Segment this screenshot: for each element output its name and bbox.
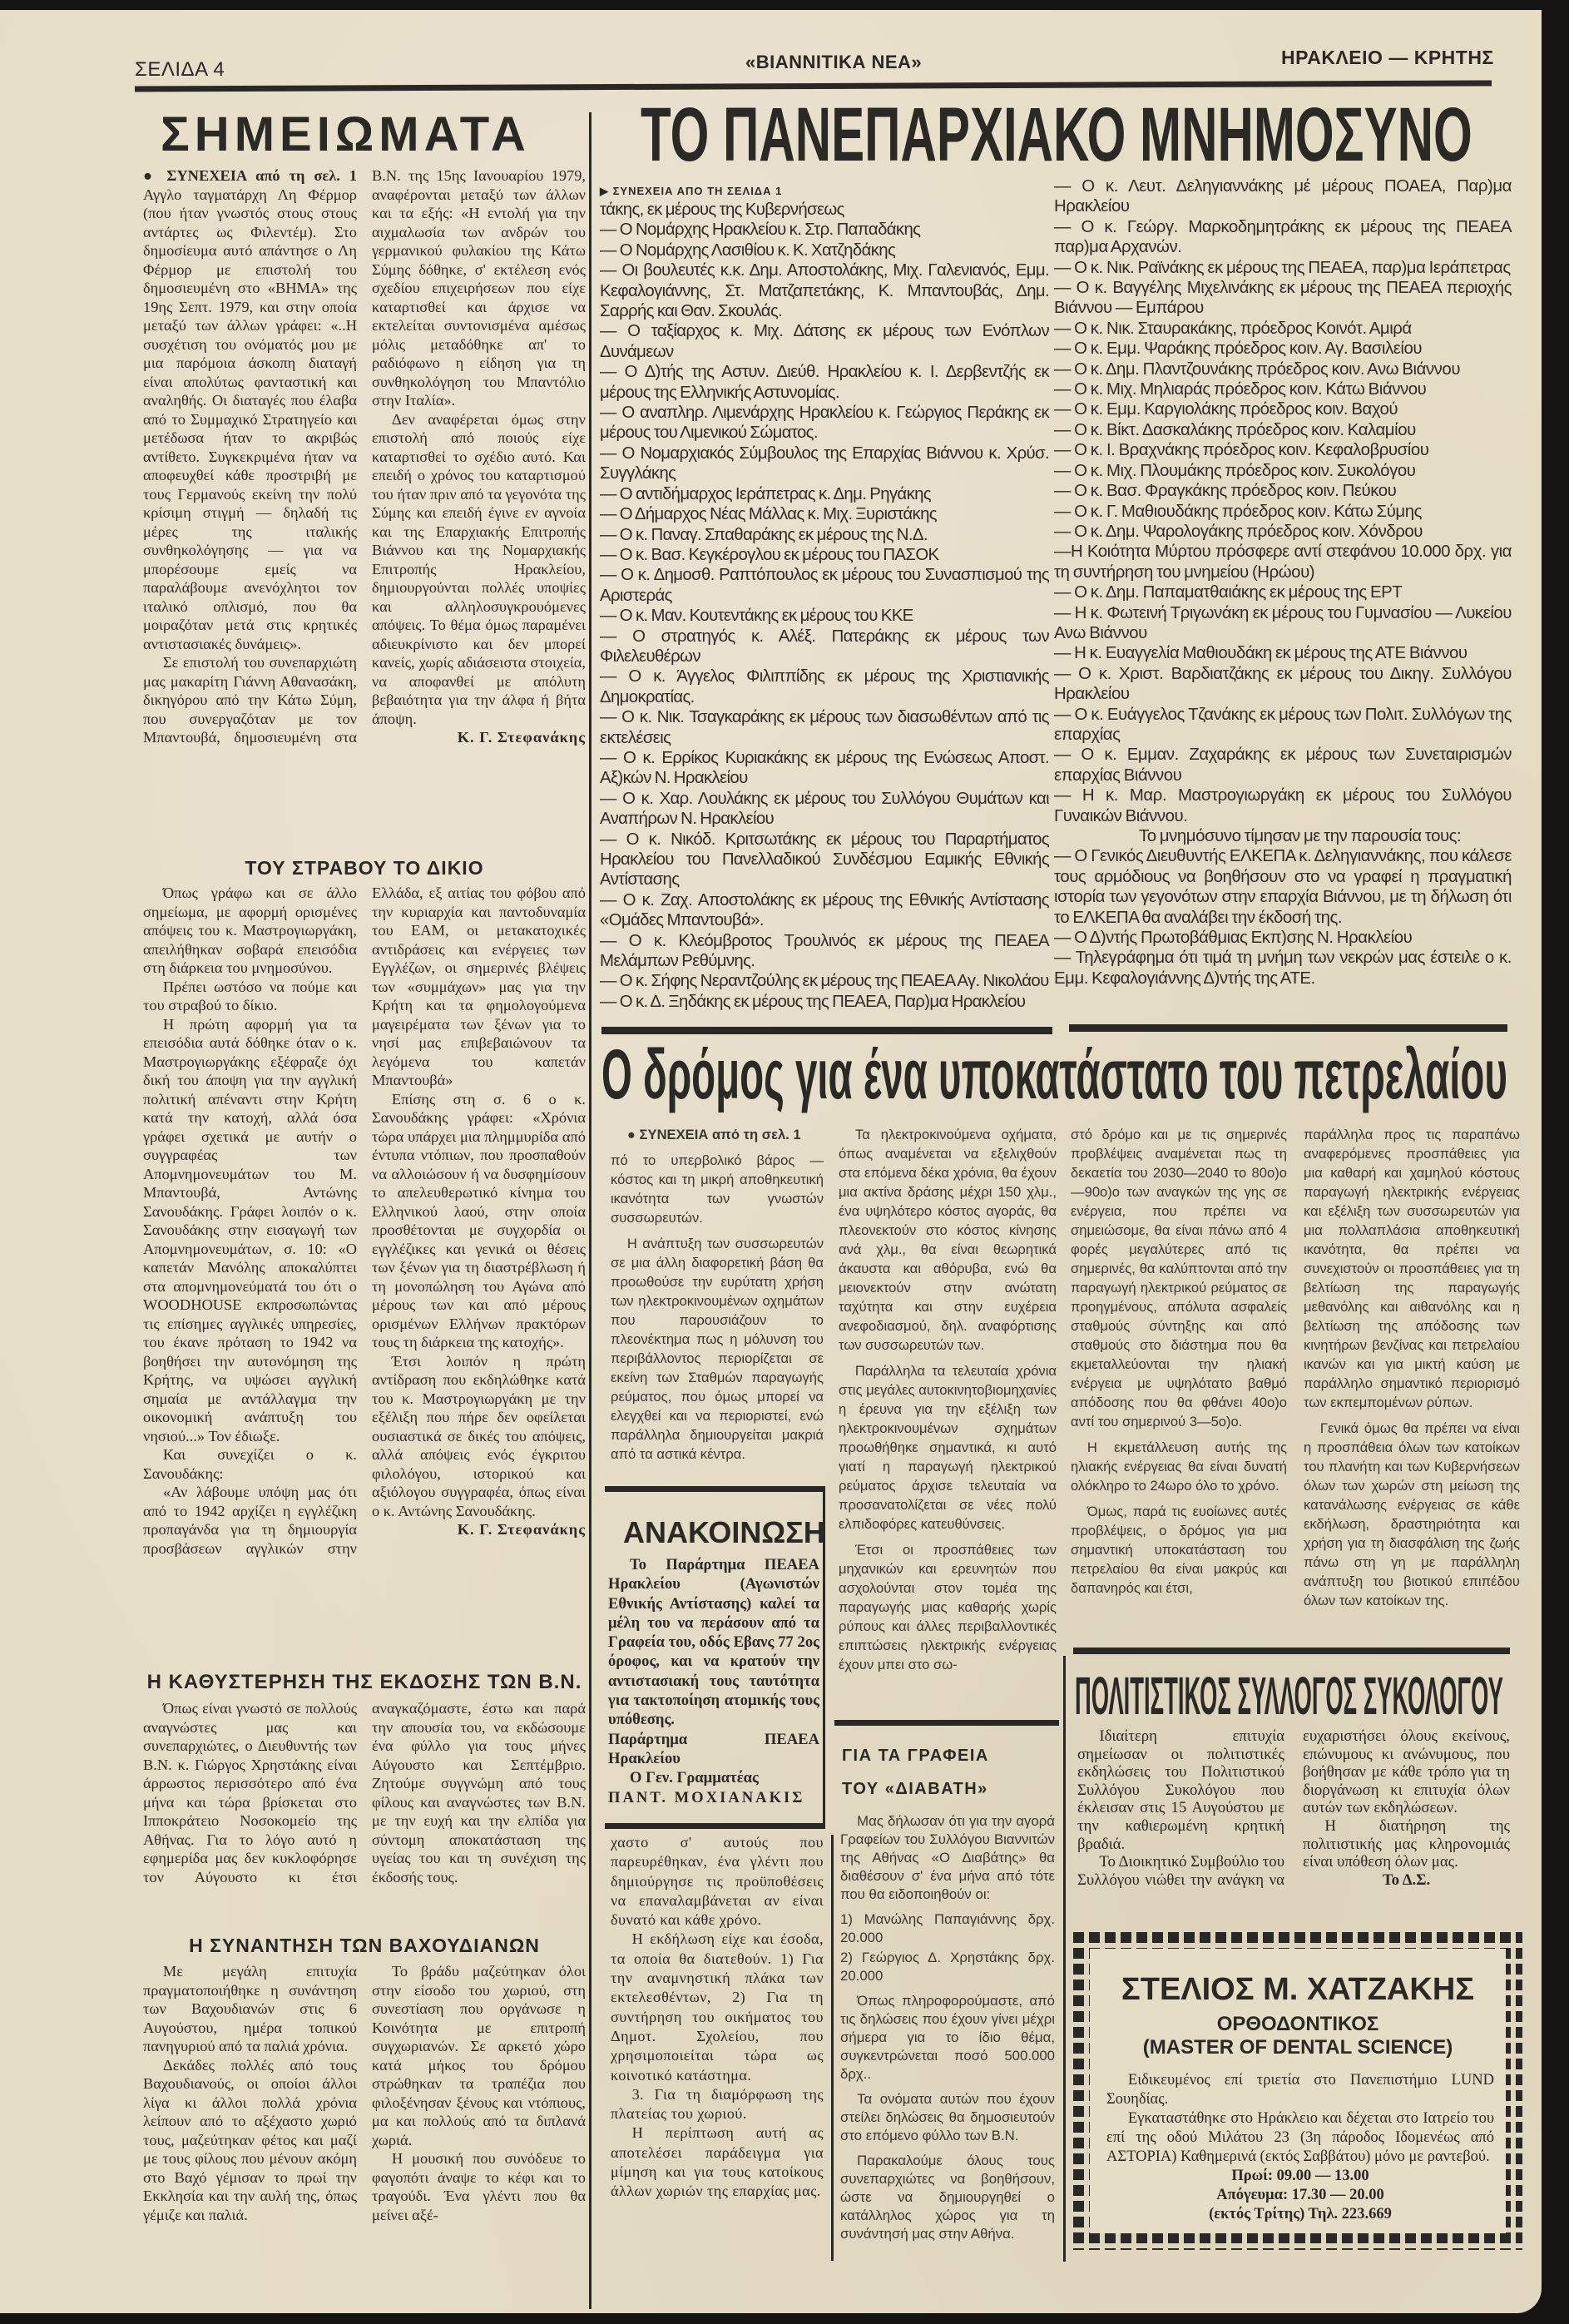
memorial-headline: ΤΟ ΠΑΝΕΠΑΡΧΙΑΚΟ ΜΝΗΜΟΣΥΝΟ xyxy=(641,92,1472,177)
ad-title: ΟΡΘΟΔΟΝΤΙΚΟΣ xyxy=(1216,2013,1379,2035)
section-heading: Η ΣΥΝΑΝΤΗΣΗ ΤΩΝ ΒΑΧΟΥΔΙΑΝΩΝ xyxy=(189,1935,540,1956)
secretary-name: ΠΑΝΤ. ΜΟΧΙΑΝΑΚΙΣ xyxy=(608,1788,805,1806)
ad-degree: (MASTER OF DENTAL SCIENCE) xyxy=(1142,2036,1453,2059)
petrol-column-2: Τα ηλεκτροκινούμενα οχήματα, όπως αναμένεται να εξελιχθούν στα επόμενα δέκα χρόνια, θα έχουν μια ακτίνα δράσης μέχρι 150 χλμ., ένα υψηλότερο κόστος αγοράς, θα πλεονεκτούν στο κόστος κίνησης ανά χλμ., θα είναι θεωρητικά άκαυστα και αθόρυβα, ενώ θα μειονεκτούν στην ανώτατη ταχύτητα και στην ευχέρεια ανεφοδιασμού, δηλ. αναφόρτισης των συσσωρευτών των. Παράλληλα τα τελευταία χρόνια στις μεγάλες αυτοκινητοβιομηχανίες η έρευνα για την εξέλιξη των ηλεκτροκινουμένων σχημάτων προωθήθηκε σημαντικά, κι αυτό γιατί η παραγωγή ηλεκτρικού ρεύματος άρχισε τελευταία να προσανατολίζεται σε νέες πολύ ελπιδοφόρες κατευθύνσεις. Έτσι οι προσπάθειες των μηχανικών και ερευνητών που ασχολούνται στον τομέα της παραγωγής μιας καθαρής χωρίς ρύπους και άλλες περιβαλλοντικές επιπτώσεις ηλεκτρικής ενέργειας έχουν μπει στο σω- xyxy=(839,1127,1057,1672)
column-divider xyxy=(831,1835,834,2261)
newspaper-name: «ΒΙΑΝΝΙΤΙΚΑ ΝΕΑ» xyxy=(745,52,923,72)
ad-phone: (εκτός Τρίτης) Τηλ. 223.669 xyxy=(1209,2206,1392,2222)
diavatis-heading: ΓΙΑ ΤΑ ΓΡΑΦΕΙΑ ΤΟΥ «ΔΙΑΒΑΤΗ» xyxy=(842,1747,989,1798)
section-rule xyxy=(834,1720,1059,1726)
section-heading: Η ΚΑΘΥΣΤΕΡΗΣΗ ΤΗΣ ΕΚΔΟΣΗΣ ΤΩΝ Β.Ν. xyxy=(146,1671,582,1693)
announcement-heading: ΑΝΑΚΟΙΝΩΣΗ xyxy=(623,1515,825,1549)
section-rule xyxy=(1073,1648,1510,1654)
ad-name: ΣΤΕΛΙΟΣ Μ. ΧΑΤΖΑΚΗΣ xyxy=(1121,1972,1475,2007)
ad-hours-afternoon: Απόγευμα: 17.30 — 20.00 xyxy=(1216,2187,1384,2203)
cultural-signature: Το Δ.Σ. xyxy=(1382,1871,1431,1889)
continued-marker: ● ΣΥΝΕΧΕΙΑ από τη σελ. 1 xyxy=(626,1127,801,1142)
announcement-box: ΑΝΑΚΟΙΝΩΣΗ Το Παράρτημα ΠΕΑΕΑ Ηρακλείου (Αγωνιστών Εθνικής Αντίστασης) καλεί τα μέλη του να περάσουν από τα Γραφεία του, οδός Εβανς 77 2ος όροφος, και να κρατούν την αντιστασιακή τους ταυτότητα για τακτοποίηση ατομικής τους υπόθεσης. Παράρτημα ΠΕΑΕΑ Ηρακλείου Ο Γεν. Γραμματέας ΠΑΝΤ. ΜΟΧΙΑΝΑΚΙΣ xyxy=(605,1486,825,1829)
ad-hours-morning: Πρωί: 09.00 — 13.00 xyxy=(1231,2168,1369,2184)
notes-article-1: ● ΣΥΝΕΧΕΙΑ από τη σελ. 1 Αγγλο ταγματάρχη Λη Φέρμορ (που ήταν γνωστός στους στους αντάρτες ως Φιλεντέμ). Στο δημοσίευμα αυτό απάντησε ο Λη Φέρμορ με επιστολή του δημοσιευμένη στο «ΒΗΜΑ» της 19ης Σεπτ. 1979, και στην οποία μεταξύ των άλλων γράφει: «..Η συσχέτιση του ονόματός μου με μια παρόμοια άσκοπη διαταγή είναι απολύτως φανταστική και αναληθής. Οι διαταγές που έλαβα από το Συμμαχικό Στρατηγείο και μετέδωσα ήταν το ακριβώς αντίθετο. Συγκεκριμένα ήταν να αποφευχθεί κάθε προστριβή με τους Γερμανούς εκείνη την πολύ κρίσιμη στιγμή — δηλαδή τις μέρες της ιταλικής συνθηκολόγησης — για να μπορέσουμε εμείς να παραλάβουμε ανενόχλητοι τον ιταλικό οπλισμό, που θα μοιραζόταν μετά στις κρητικές αντιστασιακές δυνάμεις». Σε επιστολή του συνεπαρχιώτη μας μακαρίτη Γιάννη Αθανασάκη, δικηγόρου από την Κάτω Σύμη, που συνεργαζόταν με τον Μπαντουβά, δημοσιευμένη στα Β.Ν. της 15ης Ιανουαρίου 1979, αναφέρονται μεταξύ των άλλων και τα εξής: «Η εντολή για την αιχμαλωσία των ανδρών του γερμανικού φυλακίου της Κάτω Σύμης δόθηκε, σ' εκτέλεση ενός σχεδίου επιχειρήσεων που είχε καταρτισθεί και άρχισε να εκτελείται συντονισμένα αμέσως μόλις μεταδόθηκε απ' το ραδιόφωνο η είδηση για τη συνθηκολόγηση του Μπαντόλιο στην Ιταλία». Δεν αναφέρεται όμως στην επιστολή από ποιούς είχε καταρτισθεί το σχέδιο αυτό. Και επειδή ο χρόνος του καταρτισμού του ήταν πριν από τα γεγονότα της Σύμης και επειδή έγινε εν αγνοία και της Επαρχιακής Επιτροπής Βιάννου και της Νομαρχιακής Επιτροπής Ηρακλείου, δημιουργούνται πολλές υποψίες και αλληλοσυγκρουόμενες απόψεις. Το θέμα όμως παραμένει αδιευκρίνιστο και δεν μπορεί κανείς, χωρίς αδιάσειστα στοιχεία, να αποφανθεί με απόλυτη βεβαιότητα για την άλφα ή βήτα άποψη. Κ. Γ. Στεφανάκης xyxy=(143,167,586,746)
notes-article-2: Όπως γράφω και σε άλλο σημείωμα, με αφορμή ορισμένες απόψεις του κ. Μαστρογιωργάκη, απειλήθηκαν σοβαρά επεισόδια στη διάρκεια του μνημοσύνου. Πρέπει ωστόσο να πούμε και του στραβού το δίκιο. Η πρώτη αφορμή για τα επεισόδια αυτά δόθηκε όταν ο κ. Μαστρογιωργάκης εξέφραζε όχι δική του άποψη για την αγγλική πολιτική απέναντι στην Κρήτη κατά την κατοχή, αλλά όσα γράφει σχετικά με αυτήν ο συγγραφέας των Απομνημονευμάτων του Μ. Μπαντουβά, Αντώνης Σανουδάκης. Γράφει λοιπόν ο κ. Σανουδάκης στην εισαγωγή των Απομνημονευμάτων, σ. 10: «Ο καπετάν Μανόλης αποκαλύπτει στα απομνημονεύματά του ότι ο WOODHOUSE εκπροσωπώντας τις επίσημες αγγλικές υπηρεσίες, του έκανε πρόταση το 1942 να βοηθήσει την αυτονόμηση της Κρήτης, να υψώσει αγγλική σημαία με αντάλλαγμα την οικονομική ανάπτυξη του νησιού...» Τον έδιωξε. Και συνεχίζει ο κ. Σανουδάκης: «Αν λάβουμε υπόψη μας ότι από το 1942 αρχίζει η εγγλέζικη προπαγάνδα για τη δημιουργία προσβάσεων αγγλικών στην Ελλάδα, εξ αιτίας του φόβου από την κυριαρχία και παντοδυναμία του ΕΑΜ, οι μετακατοχικές αντιδράσεις και ενέργειες των Εγγλέζων, οι σημερινές βλέψεις των «συμμάχων» μας για την Κρήτη και τα φημολογούμενα μαγειρέματα των ξένων για το νησί μας επιβεβαιώνουν τα λεγόμενα του καπετάν Μπαντουβά» Επίσης στη σ. 6 ο κ. Σανουδάκης γράφει: «Χρόνια τώρα υπάρχει μια πλημμυρίδα από έντυπα ντόπιων, που προσπαθούν να αλλοιώσουν ή να δυσφημίσουν το απελευθερωτικό κίνημα του Ελληνικού λαού, στην οποία προσθέτονται με συγχορδία οι εγγλέζικες και γενικά οι θέσεις των ξένων για τη διαστρέβλωση ή τη μονοπώληση του Αγώνα από μέρους των και από μέρους ορισμένων Ελλήνων πρακτόρων τους τη διάρκεια της κατοχής». Έτσι λοιπόν η πρώτη αντίδραση που εκδηλώθηκε κατά του κ. Μαστρογιωργάκη με την εξέλιξη που πήρε δεν οφείλεται ουσιαστικά σε δικές του απόψεις, αλλά απόψεις ενός έγκριτου φιλολόγου, ιστορικού και αξιόλογου συγγραφέα, όπως είναι ο κ. Αντώνης Σανουδάκης. Κ. Γ. Στεφανάκης xyxy=(143,885,586,1557)
petrol-column-4: παράλληλα προς τις παραπάνω αναφερόμενες προσπάθειες για μια καθαρή και χαμηλού κόστους παραγωγή ηλεκτρικής ενέργειας και εξέλιξη των συσσωρευτών για μια πολλαπλάσια αποθηκευτική ικανότητα, θα πρέπει να συνεχιστούν οι προσπάθειες για τη βελτίωση της παραγωγής μεθανόλης και αιθανόλης και η βελτίωση της απόδοσης των κινητήρων βενζίνας και πετρελαίου ικανών και για μικτή καύση με παράλληλο σημαντικό περιορισμό των εκπεμπομένων ρύπων. Γενικά όμως θα πρέπει να είναι η προσπάθεια όλων των κατοίκων του πλανήτη και των Κυβερνήσεων όλων των χωρών στη μείωση της κατανάλωσης ενέργειας σε κάθε εκδήλωση, δραστηριότητα και χρήση για τη διασφάλιση της ζωής πάνω στη γη με παράλληλη ανάπτυξη του βιοτικού επιπέδου όλων των κατοίκων της. xyxy=(1304,1127,1520,1608)
notes-article-3: Όπως είναι γνωστό σε πολλούς αναγνώστες μας και συνεπαρχιώτες, ο Διευθυντής των Β.Ν. κ. Γιώργος Χρηστάκης είναι άρρωστος περισσότερο από ένα μήνα και τώρα βρίσκεται στο Ιπποκράτειο Νοσοκομείο της Αθήνας. Για το λόγο αυτό η εφημερίδα μας δεν κυκλοφόρησε τον Αύγουστο κι έτσι αναγκαζόμαστε, έστω και παρά την απουσία του, να εκδώσουμε ένα φύλλο για τους μήνες Αύγουστο και Σεπτέμβριο. Ζητούμε συγγνώμη από τους φίλους και αναγνώστες των Β.Ν. με την ευχή και την ελπίδα για σύντομη αποκατάσταση της υγείας του και τη συνέχιση της έκδοσής τους. xyxy=(143,1700,586,1885)
notes-title: ΣΗΜΕΙΩΜΑΤΑ xyxy=(161,107,531,161)
cultural-body: Ιδιαίτερη επιτυχία σημείωσαν οι πολιτιστικές εκδηλώσεις του Πολιτιστικού Συλλόγου Συκολόγου που έκλεισαν στις 15 Αυγούστου με την καθιερωμένη κρητική βραδιά. Το Διοικητικό Συμβούλιο του Συλλόγου νιώθει την ανάγκη να ευχαριστήσει όλους εκείνους, επώνυμους κι ανώνυμους, που βοήθησαν με κάθε τρόπο για τη διοργάνωση κι επιτυχία όλων αυτών των εκδηλώσεων. Η διατήρηση της πολιτιστικής μας κληρονομιάς είναι υπόθεση όλων μας. Το Δ.Σ. xyxy=(1077,1727,1510,1889)
attendee-list-left: τάκης, εκ μέρους της Κυβερνήσεως — Ο Νομάρχης Ηρακλείου κ. Στρ. Παπαδάκης — Ο Νομάρχης Λασιθίου κ. Κ. Χατζηδάκης — Οι βουλευτές κ.κ. Δημ. Αποστολάκης, Μιχ. Γαλενιανός, Εμμ. Κεφαλογιάννης, Στ. Ματζαπετάκης, Κ. Μπαντουβάς, Δημ. Σαρρής και Θαν. Σκουλάς. — Ο ταξίαρχος κ. Μιχ. Δάτσης εκ μέρους των Ενόπλων Δυνάμεων — Ο Δ)τής της Αστυν. Διεύθ. Ηρακλείου κ. Ι. Δερβεντζής εκ μέρους της Ελληνικής Αστυνομίας. — Ο αναπληρ. Λιμενάρχης Ηρακλείου κ. Γεώργιος Περάκης εκ μέρους του Λιμενικού Σώματος. — Ο Νομαρχιακός Σύμβουλος της Επαρχίας Βιάννου κ. Χρύσ. Συγγλάκης — Ο αντιδήμαρχος Ιεράπετρας κ. Δημ. Ρηγάκης — Ο Δήμαρχος Νέας Μάλλας κ. Μιχ. Ξυριστάκης — Ο κ. Παναγ. Σπαθαράκης εκ μέρους της Ν.Δ. — Ο κ. Βασ. Κεγκέρογλου εκ μέρους του ΠΑΣΟΚ — Ο κ. Δημοσθ. Ραπτόπουλος εκ μέρους του Συνασπισμού της Αριστεράς — Ο κ. Μαν. Κουτεντάκης εκ μέρους του ΚΚΕ — Ο στρατηγός κ. Αλέξ. Πατεράκης εκ μέρους των Φιλελευθέρων — Ο κ. Άγγελος Φιλιππίδης εκ μέρους της Χριστιανικής Δημοκρατίας. — Ο κ. Νικ. Τσαγκαράκης εκ μέρους των διασωθέντων από τις εκτελέσεις — Ο κ. Ερρίκος Κυριακάκης εκ μέρους της Ενώσεως Αποστ. Αξ)κών Ν. Ηρακλείου — Ο κ. Χαρ. Λουλάκης εκ μέρους του Συλλόγου Θυμάτων και Αναπήρων Ν. Ηρακλείου — Ο κ. Νικόδ. Κριτσωτάκης εκ μέρους του Παραρτήματος Ηρακλείου του Πανελλαδικού Συνδέσμου Εαμικής Εθνικής Αντίστασης — Ο κ. Ζαχ. Αποστολάκης εκ μέρους της Εθνικής Αντίστασης «Ομάδες Μπαντουβά». — Ο κ. Κλεόμβροτος Τρουλινός εκ μέρους της ΠΕΑΕΑ Μελάμπων Ρεθύμνης. — Ο κ. Σήφης Νεραντζούλης εκ μέρους της ΠΕΑΕΑ Αγ. Νικολάου — Ο κ. Δ. Ξηδάκης εκ μέρους της ΠΕΑΕΑ, Παρ)μα Ηρακλείου xyxy=(600,201,1049,1011)
diavatis-body: Μας δήλωσαν ότι για την αγορά Γραφείων του Συλλόγου Βιαννιτών της Αθήνας «Ο Διαβάτης» θα διαθέσουν σ' ένα μήνα από τότε που θα ειδοποιηθούν οι: 1) Μανώλης Παπαγιάννης δρχ. 20.000 2) Γεώργιος Δ. Χρηστάκης δρχ. 20.000 Όπως πληροφορούμαστε, από τις δηλώσεις που έχουν γίνει μέχρι σήμερα για το ίδιο θέμα, συγκεντρώνεται ποσό 500.000 δρχ.. Τα ονόματα αυτών που έχουν στείλει δηλώσεις θα δημοσιευτούν στο επόμενο φύλλο των Β.Ν. Παρακαλούμε όλους τους συνεπαρχιώτες να βοηθήσουν, ώστε να δημιουργηθεί ο κατάλληλος χώρος για τη συνάντησή μας στην Αθήνα. xyxy=(840,1813,1055,2242)
author-signature: Κ. Γ. Στεφανάκης xyxy=(457,1521,586,1538)
continued-marker: ▶ ΣΥΝΕΧΕΙΑ ΑΠΟ ΤΗ ΣΕΛΙΔΑ 1 xyxy=(600,185,783,197)
notes-article-4-continued: χαστο σ' αυτούς που παρευρέθηκαν, ένα γλέντι που δημιούργησε τις προϋποθέσεις να επαναλαμβάνεται αν είναι δυνατό και κάθε χρόνο. Η εκδήλωση είχε και έσοδα, τα οποία θα διατεθούν. 1) Για την αναμνηστική πλάκα των εκτελεσθέντων, 2) Για τη συντήρηση του οικήματος του Δημοτ. Σχολείου, που χρησιμοποιείται τώρα ως κοινοτικό κατάστημα. 3. Για τη διαμόρφωση της πλατείας του χωριού. Η περίπτωση αυτή ας αποτελέσει παράδειγμα για μίμηση και για τους κατοίκους άλλων χωριών της επαρχίας μας. xyxy=(611,1834,824,2200)
continued-marker: ● ΣΥΝΕΧΕΙΑ από τη σελ. 1 xyxy=(143,167,357,184)
section-rule xyxy=(601,1027,1052,1034)
petrol-column-1: ● ΣΥΝΕΧΕΙΑ από τη σελ. 1 πό το υπερβολικό βάρος — κόστος και τη μικρή αποθηκευτική ικανότητα των γνωστών συσσωρευτών. Η ανάπτυξη των συσσωρευτών σε μια άλλη διαφορετική βάση θα προωθούσε την ευρύτατη χρήση των ηλεκτροκινουμένων οχημάτων που παρουσιάζουν το πλεονέκτημα πως η μόλυνση του περιβάλλοντος περιορίζεται σε εκείνη των Σταθμών παραγωγής ρεύματος, που όμως μπορεί να ελεγχθεί και να περιοριστεί, ενώ παράλληλα δημιουργείται μακριά από τα αστικά κέντρα. xyxy=(611,1127,824,1462)
page-number: ΣΕΛΙΔΑ 4 xyxy=(135,58,225,81)
petrol-column-3: στό δρόμο και με τις σημερινές προβλέψεις αναμένεται πως τη δεκαετία του 2030—2040 το 80ο)ο—90ο)ο των αναγκών της γης σε ενέργεια, που πρέπει να σημειώσομε, θα είναι πάνω από 4 φορές μεγαλύτερες από τις σημερινές, θα καλύπτονται από την παραγωγή ηλεκτρικού ρεύματος σε προηγμένους, απόλυτα ασφαλείς σταθμούς σύντηξης και από σταθμούς στο διάστημα που θα εκμεταλλεύονται την ηλιακή ενέργεια με υψηλότατο βαθμό απόδοσης που θα φθάνει 40ο)ο αντί του σημερινού 3—5ο)ο. Η εκμετάλλευση αυτής της ηλιακής ενέργειας θα είναι δυνατή ολόκληρο το 24ωρο όλο το χρόνο. Όμως, παρά τις ευοίωνες αυτές προβλέψεις, ο δρόμος για μια σημαντική υποκατάσταση του πετρελαίου θα είναι μακρύς και δαπανηρός και έτσι, xyxy=(1071,1127,1287,1596)
section-heading: ΤΟΥ ΣΤΡΑΒΟΥ ΤΟ ΔΙΚΙΟ xyxy=(245,857,484,879)
column-divider xyxy=(589,112,591,2309)
cultural-headline: ΠΟΛΙΤΙΣΤΙΚΟΣ ΣΥΛΛΟΓΟΣ ΣΥΚΟΛΟΓΟΥ xyxy=(1075,1666,1503,1726)
notes-article-4: Με μεγάλη επιτυχία πραγματοποιήθηκε η συνάντηση των Βαχουδιανών στις 6 Αυγούστου, ημέρα τοπικού πανηγυριού από τα παλιά χρόνια. Δεκάδες πολλές από τους Βαχουδιανούς, οι οποίοι άλλοι λίγα κι άλλοι πολλά χρόνια λείπουν από το αξέχαστο χωριό τους, μαζεύτηκαν φέτος και μαζί με τους φίλους που μένουν ακόμη στο Βαχό γέμισαν το πρωί την Εκκλησία και την αυλή της, όπως γέμιζε και παλιά. Το βράδυ μαζεύτηκαν όλοι στην είσοδο του χωριού, στη συνεστίαση που οργάνωσε η Κοινότητα με επιτροπή συγχωριανών. Σε αρκετό χώρο κατά μήκος του δρόμου στρώθηκαν τα τραπέζια που φιλοξένησαν ξένους και ντόπιους, μα και πολλούς από τα διπλανά χωριά. Η μουσική που συνόδευε το φαγοπότι άναψε το κέφι και το τραγούδι. Ένα γλέντι που θα μείνει αξέ- xyxy=(143,1963,586,2223)
honored-intro: Το μνημόσυνο τίμησαν με την παρουσία τους: xyxy=(1139,827,1462,845)
section-rule xyxy=(1069,1024,1507,1032)
column-divider xyxy=(1063,1656,1066,2262)
location-label: ΗΡΑΚΛΕΙΟ — ΚΡΗΤΗΣ xyxy=(1281,47,1494,68)
petrol-headline: Ο δρόμος για ένα υποκατάστατο του πετρελαίου xyxy=(601,1035,1508,1113)
dentist-advertisement: ΣΤΕΛΙΟΣ Μ. ΧΑΤΖΑΚΗΣ ΟΡΘΟΔΟΝΤΙΚΟΣ (MASTER OF DENTAL SCIENCE) Ειδικευμένος επί τριετία στο Πανεπιστήμιο LUND Σουηδίας. Εγκαταστάθηκε στο Ηράκλειο και δέχεται στο Ιατρείο του επί της οδού Μιλάτου 23 (3η πάροδος Ιδομενέως από ΑΣΤΟΡΙΑ) Καθημερινά (εκτός Σαββάτου) μόνο με ραντεβού. Πρωί: 09.00 — 13.00 Απόγευμα: 17.30 — 20.00 (εκτός Τρίτης) Τηλ. 223.669 xyxy=(1073,1932,1522,2250)
author-signature: Κ. Γ. Στεφανάκης xyxy=(457,729,586,746)
attendee-list-right: — Ο κ. Λευτ. Δεληγιαννάκης μέ μέρους ΠΟΑΕΑ, Παρ)μα Ηρακλείου — Ο κ. Γεώργ. Μαρκοδημητράκης εκ μέρους της ΠΕΑΕΑ παρ)μα Αρχανών. — Ο κ. Νικ. Ραϊνάκης εκ μέρους της ΠΕΑΕΑ, παρ)μα Ιεράπετρας — Ο κ. Βαγγέλης Μιχελινάκης εκ μέρους της ΠΕΑΕΑ περιοχής Βιάννου — Εμπάρου — Ο κ. Νικ. Σταυρακάκης, πρόεδρος Κοινότ. Αμιρά — Ο κ. Εμμ. Ψαράκης πρόεδρος κοιν. Αγ. Βασιλείου — Ο κ. Δημ. Πλαντζουνάκης πρόεδρος κοιν. Ανω Βιάννου — Ο κ. Μιχ. Μηλιαράς πρόεδρος κοιν. Κάτω Βιάννου — Ο κ. Εμμ. Καργιολάκης πρόεδρος κοιν. Βαχού — Ο κ. Βίκτ. Δασκαλάκης πρόεδρος κοιν. Καλαμίου — Ο κ. Ι. Βραχνάκης πρόεδρος κοιν. Κεφαλοβρυσίου — Ο κ. Μιχ. Πλουμάκης πρόεδρος κοιν. Συκολόγου — Ο κ. Βασ. Φραγκάκης πρόεδρος κοιν. Πεύκου — Ο κ. Γ. Μαθιουδάκης πρόεδρος κοιν. Κάτω Σύμης — Ο κ. Δημ. Ψαρολογάκης πρόεδρος κοιν. Χόνδρου —Η Κοιότητα Μύρτου πρόσφερε αντί στεφάνου 10.000 δρχ. για τη συντήρηση του μνημείου (Ηρώου) — Ο κ. Δημ. Παπαματθαιάκης εκ μέρους της ΕΡΤ — Η κ. Φωτεινή Τριγωνάκη εκ μέρους του Γυμνασίου — Λυκείου Ανω Βιάννου — Η κ. Ευαγγελία Μαθιουδάκη εκ μέρους της ΑΤΕ Βιάννου — Ο κ. Χριστ. Βαρδιατζάκης εκ μέρους του Δικηγ. Συλλόγου Ηρακλείου — Ο κ. Ευάγγελος Τζανάκης εκ μέρους των Πολιτ. Συλλόγων της επαρχίας — Ο κ. Εμμαν. Ζαχαράκης εκ μέρους των Συνεταιρισμών επαρχίας Βιάννου — Η κ. Μαρ. Μαστρογιωργάκη εκ μέρους του Συλλόγου Γυναικών Βιάννου. Το μνημόσυνο τίμησαν με την παρουσία τους: — Ο Γενικός Διευθυντής ΕΛΚΕΠΑ κ. Δεληγιαννάκης, που κάλεσε τους αρμόδιους να βοηθήσουν στο να γραφεί η πραγματική ιστορία των γεγονότων στην επαρχία Βιάννου, με τη δήλωση ότι το ΕΛΚΕΠΑ θα αναλάβει την έκδοσή της. — Ο Δ)ντής Πρωτοβάθμιας Εκπ)σης Ν. Ηρακλείου — Τηλεγράφημα ότι τιμά τη μνήμη των νεκρών μας έστειλε ο κ. Εμμ. Κεφαλογιάννης Δ)ντής της ΑΤΕ. xyxy=(1054,177,1512,988)
